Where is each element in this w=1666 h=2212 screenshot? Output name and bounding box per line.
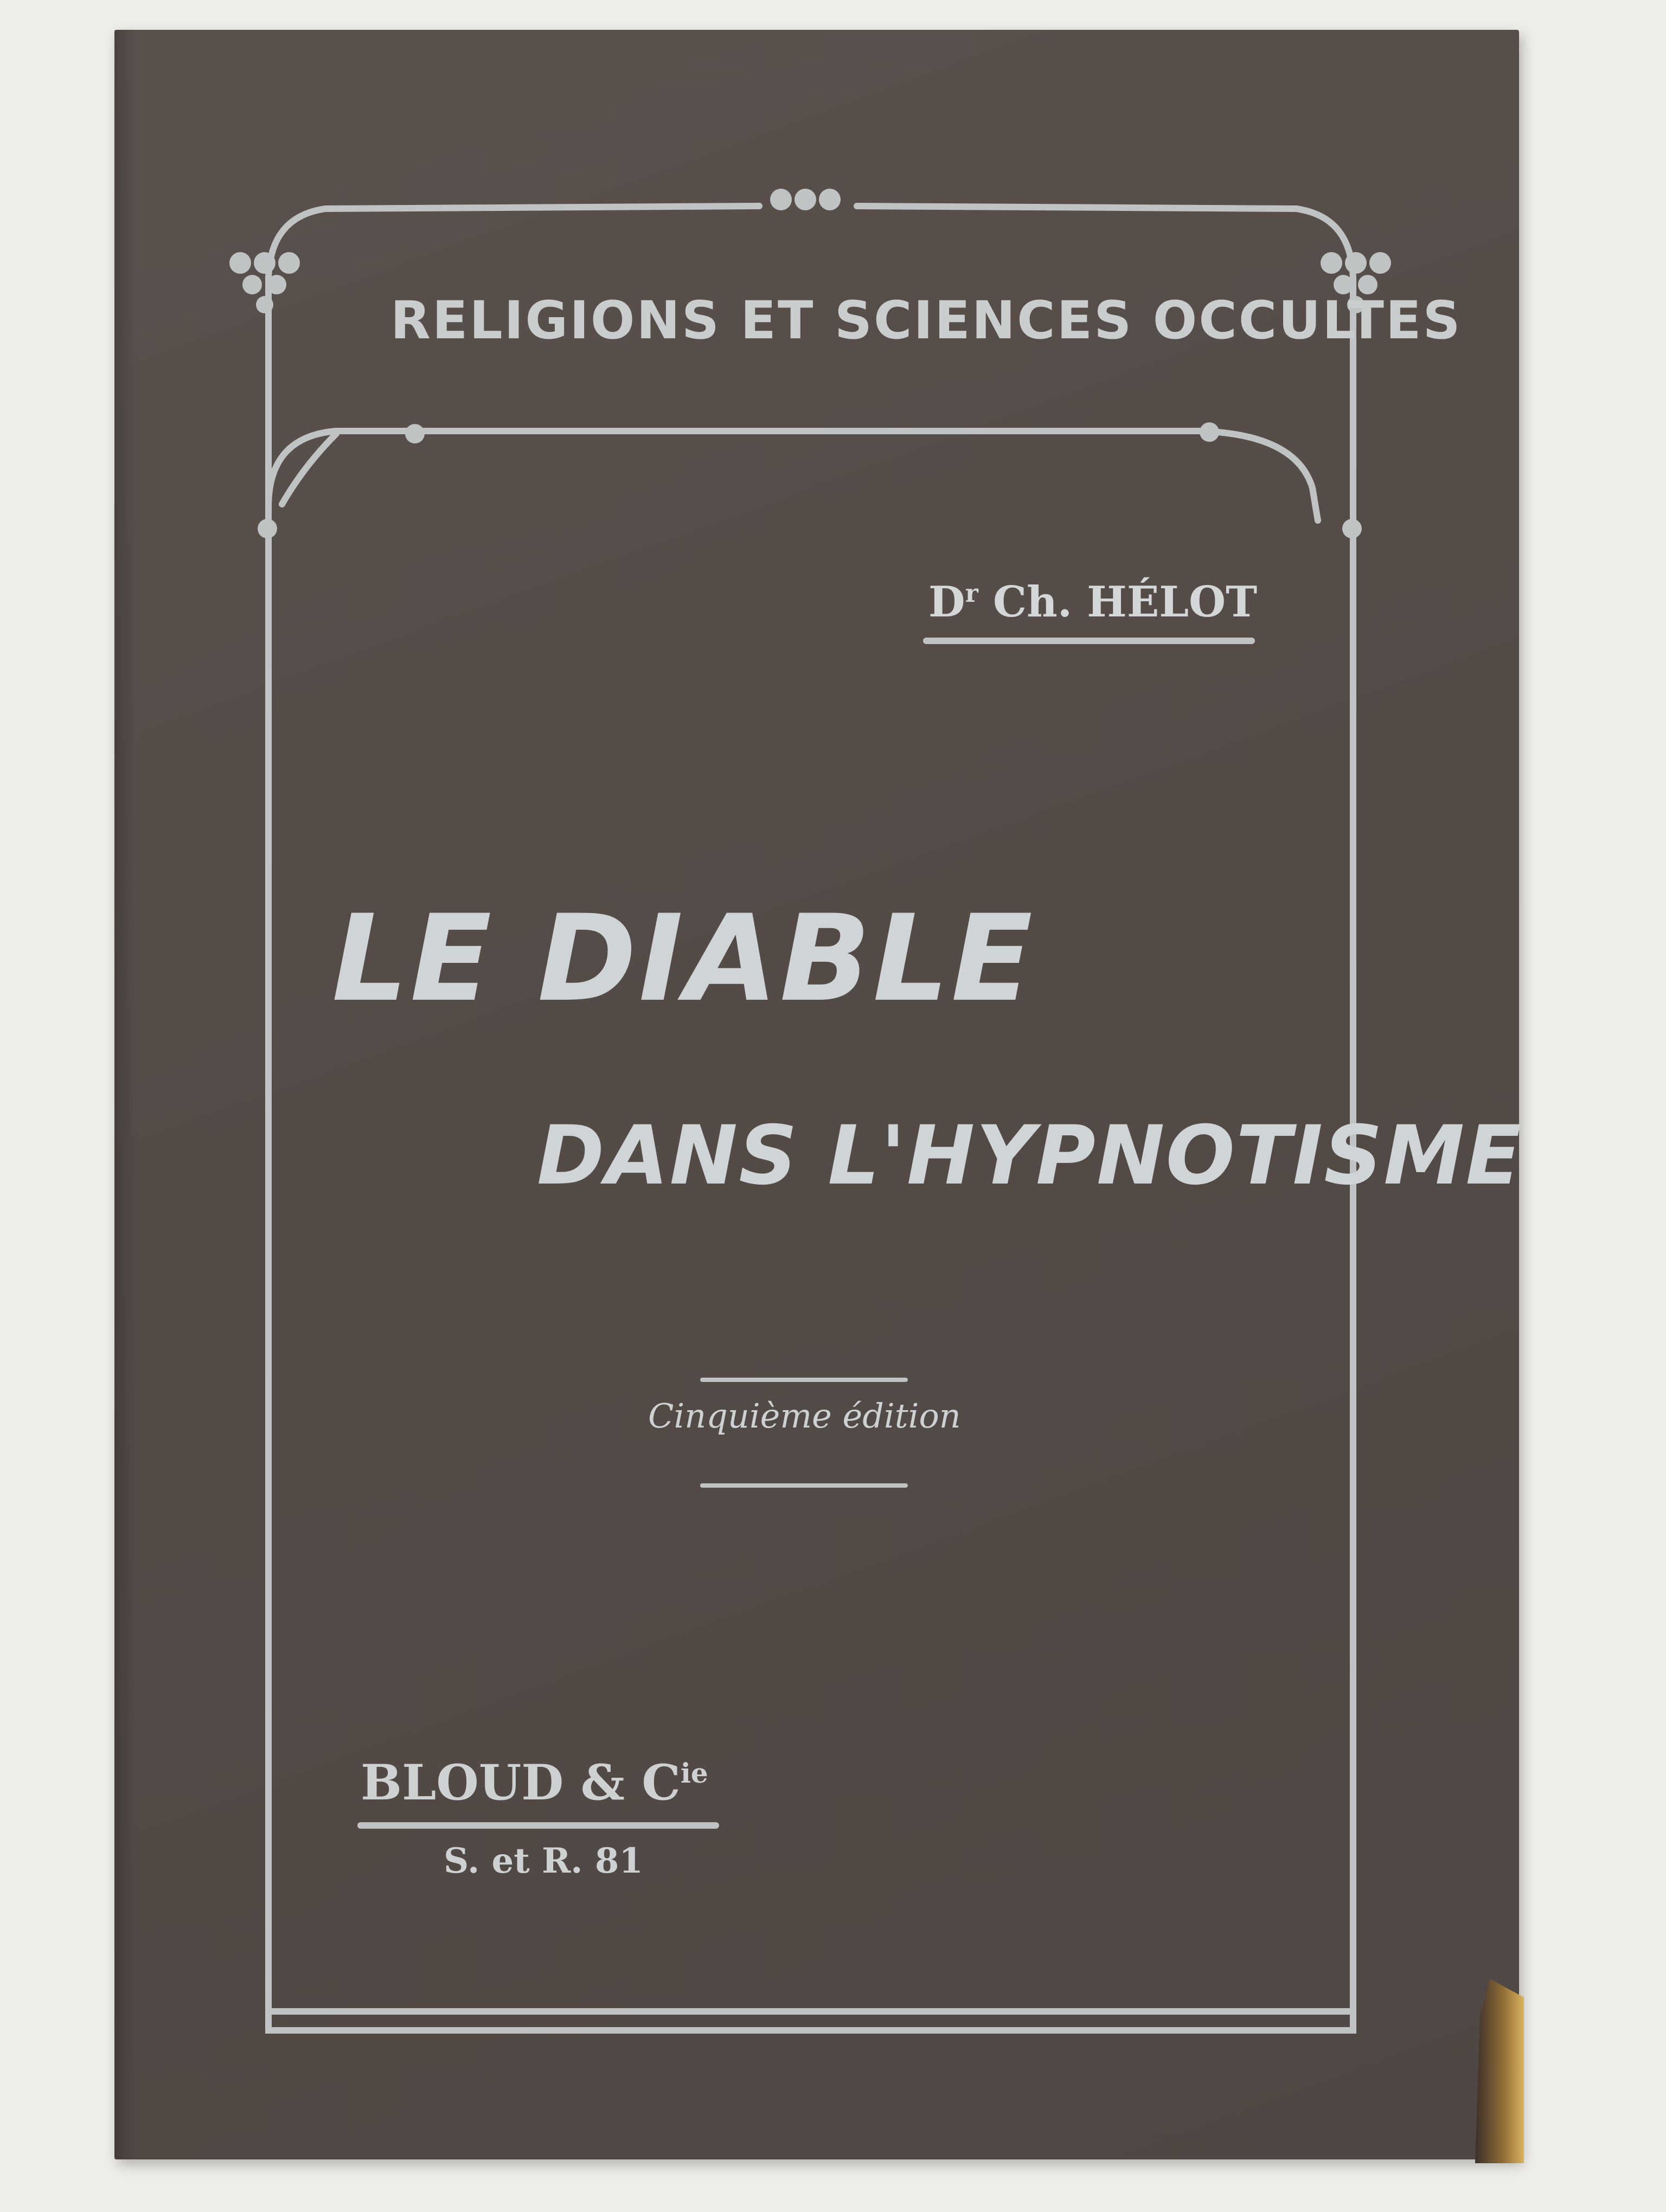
publisher-name xyxy=(361,1754,708,1811)
series-title: RELIGIONS ET SCIENCES OCCULTES xyxy=(390,290,1462,351)
publisher-sup: ie xyxy=(680,1757,708,1789)
book-title-line2: DANS L'HYPNOTISME xyxy=(537,1109,1522,1203)
book-title-line1: LE DIABLE xyxy=(332,889,1035,1028)
frame-header-divider xyxy=(268,431,1318,520)
ornament-dot xyxy=(229,252,251,274)
ornament-dot xyxy=(1369,252,1391,274)
ornament-dot xyxy=(278,252,300,274)
ornament-dot xyxy=(1321,252,1342,274)
frame-top-curve xyxy=(268,206,1353,282)
ornament-dot xyxy=(267,275,286,294)
ornament-dot xyxy=(258,519,277,538)
author-prefix: D xyxy=(928,577,965,627)
ornament-dot xyxy=(794,189,816,210)
ornament-dot xyxy=(254,252,275,274)
ornament-dot xyxy=(242,275,262,294)
series-number: S. et R. 81 xyxy=(444,1841,643,1881)
author-surname: Ch. HÉLOT xyxy=(993,577,1258,627)
ornament-dot xyxy=(770,189,792,210)
ornament-dot xyxy=(405,424,425,443)
publisher-main: BLOUD & C xyxy=(361,1754,681,1811)
author-name xyxy=(928,577,1257,627)
ornament-dot xyxy=(1345,252,1367,274)
author-prefix-sup: r xyxy=(965,578,978,608)
ornament-dot xyxy=(819,189,841,210)
ornament-dot xyxy=(1342,519,1362,538)
ornament-dot xyxy=(256,296,273,313)
ornament-dot xyxy=(1200,422,1219,442)
edition-label: Cinquième édition xyxy=(648,1396,961,1436)
